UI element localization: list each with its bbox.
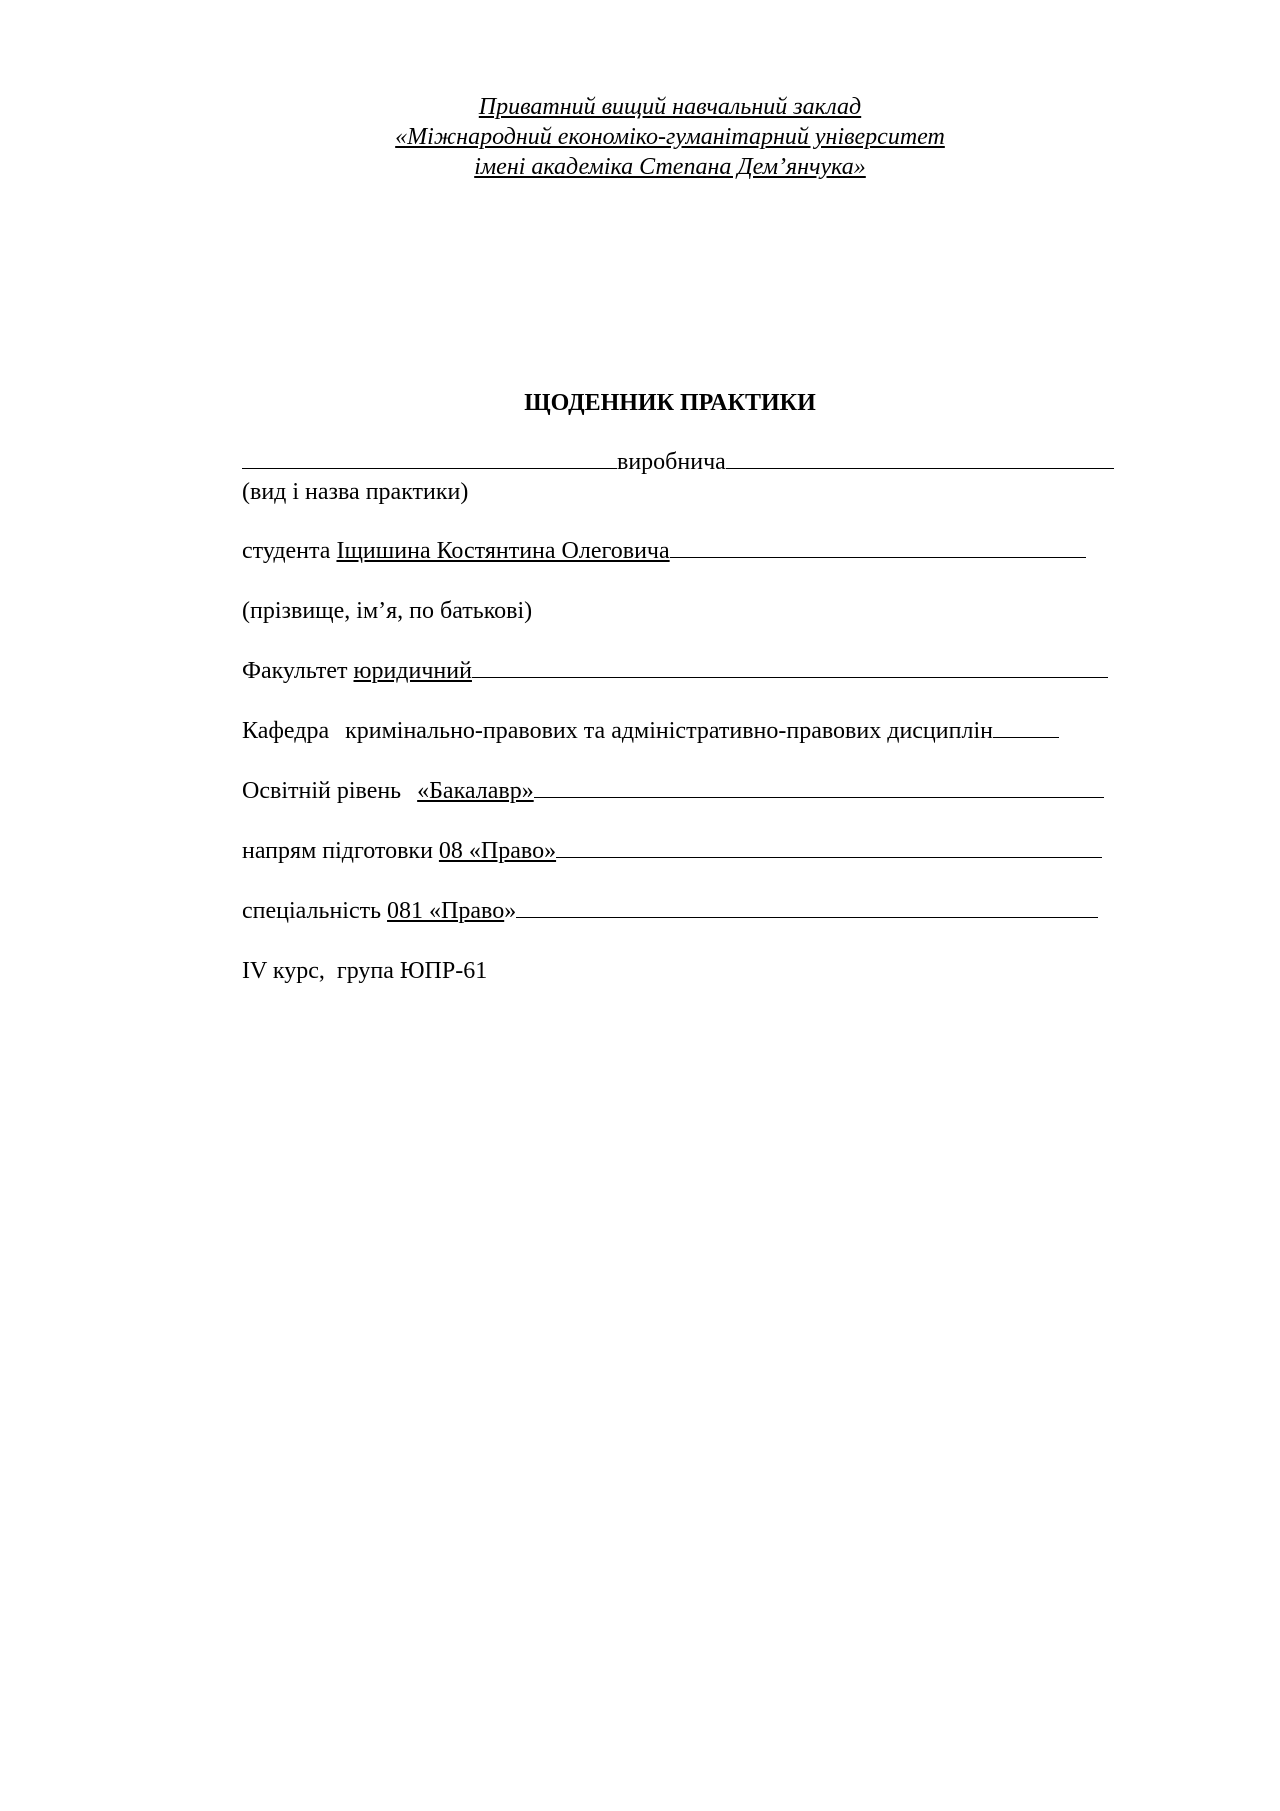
student-name: Іщишина Костянтина Олеговича — [336, 538, 670, 564]
specialty-value: 081 «Право — [387, 898, 505, 924]
student-label: студента — [242, 538, 331, 564]
document-title: ЩОДЕННИК ПРАКТИКИ — [524, 390, 816, 416]
practice-type-caption: (вид і назва практики) — [242, 479, 469, 505]
practice-blank-left — [242, 467, 617, 469]
institution-header — [0, 92, 1280, 182]
education-level-label: Освітній рівень — [242, 778, 402, 804]
education-level-line — [242, 776, 1104, 806]
direction-value: 08 «Право» — [438, 838, 557, 864]
student-line — [242, 536, 1086, 566]
course-group-line: IV курс, група ЮПР-61 — [242, 958, 488, 984]
practice-blank-right — [726, 467, 1114, 469]
practice-type-line — [242, 447, 1114, 477]
direction-line — [242, 836, 1102, 866]
department-value: кримінально-правових та адміністративно-правових дисциплін — [345, 718, 993, 744]
practice-type-value: виробнича — [617, 449, 726, 475]
education-level-value: «Бакалавр» — [417, 778, 534, 804]
specialty-blank — [516, 916, 1098, 918]
department-label: Кафедра — [242, 718, 330, 744]
student-caption: (прізвище, ім’я, по батькові) — [242, 598, 533, 624]
specialty-line — [242, 896, 1098, 926]
direction-label: напрям підготовки — [242, 838, 433, 864]
student-blank — [670, 556, 1086, 558]
department-blank — [993, 736, 1059, 738]
faculty-value: юридичний — [353, 658, 472, 684]
direction-blank — [556, 856, 1102, 858]
faculty-label: Факультет — [242, 658, 348, 684]
institution-line-2: «Міжнародний економіко-гуманітарний університет — [395, 124, 945, 150]
education-level-blank — [534, 796, 1104, 798]
institution-line-3: імені академіка Степана Дем’янчука» — [474, 154, 866, 180]
specialty-label: спеціальність — [242, 898, 382, 924]
institution-line-1: Приватний вищий навчальний заклад — [478, 94, 862, 120]
faculty-line — [242, 656, 1108, 686]
specialty-suffix: » — [504, 898, 517, 924]
faculty-blank — [472, 676, 1108, 678]
department-line — [242, 716, 1059, 746]
